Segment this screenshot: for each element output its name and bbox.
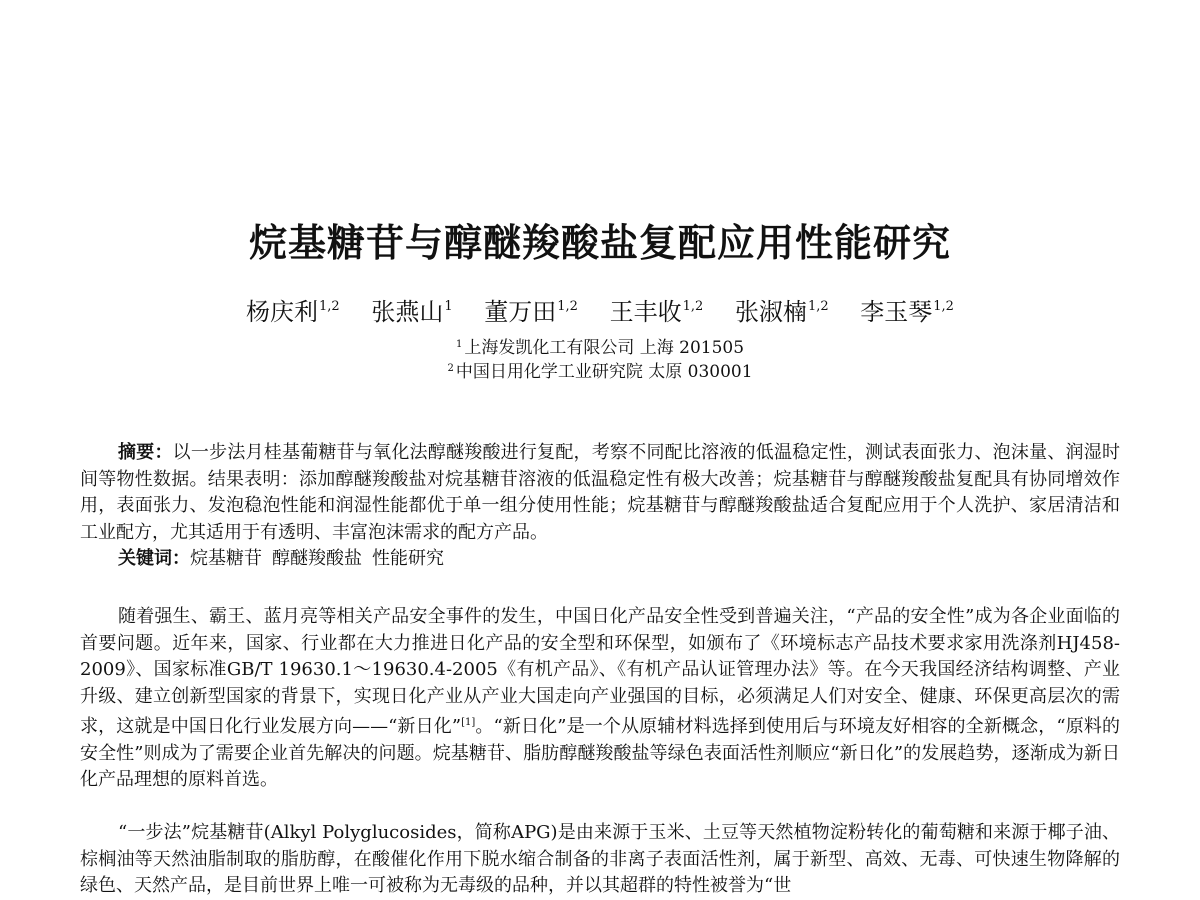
abstract-text: 以一步法月桂基葡糖苷与氧化法醇醚羧酸进行复配，考察不同配比溶液的低温稳定性，测试表面张力、泡沫量、润湿时间等物性数据。结果表明：添加醇醚羧酸盐对烷基糖苷溶液的低温稳定性有极大改善；烷基糖苷与醇醚羧酸盐复配具有协同增效作用，表面张力、发泡稳泡性能和润湿性能都优于单一组分使用性能；烷基糖苷与醇醚羧酸盐适合复配应用于个人洗护、家居清洁和工业配方，尤其适用于有透明、丰富泡沫需求的配方产品。 <box>80 442 1120 543</box>
author: 董万田$^{1,2}$ <box>484 298 578 326</box>
keywords-label: 关键词： <box>118 548 190 569</box>
author-affiliation-mark: 1,2 <box>933 299 954 314</box>
abstract <box>80 440 1120 546</box>
affiliation-1: $^1$ 上海发凯化工有限公司 上海 201505 <box>455 338 745 358</box>
paper-title: 烷基糖苷与醇醚羧酸盐复配应用性能研究 <box>248 221 951 265</box>
keywords <box>80 546 1120 573</box>
body-paragraph: 随着强生、霸王、蓝月亮等相关产品安全事件的发生，中国日化产品安全性受到普遍关注，“产品的安全性”成为各企业面临的首要问题。近年来，国家、行业都在大力推进日化产品的安全型和环保型，如颁布了《环境标志产品技术要求家用洗涤剂HJ458-2009》、国家标准GB/T 19630.1～19630.4-2005《有机产品》、《有机产品认证管理办法》等。在今天我国经济结构调整、产业升级、建立创新型国家的背景下，实现日化产业从产业大国走向产业强国的目标，必须满足人们对安全、健康、环保更高层次的需求，这就是中国日化行业发展方向——“新日化”[1]。“新日化”是一个从原辅材料选择到使用后与环境友好相容的全新概念，“原料的安全性”则成为了需要企业首先解决的问题。烷基糖苷、脂肪醇醚羧酸盐等绿色表面活性剂顺应“新日化”的发展趋势，逐渐成为新日化产品理想的原料首选。 <box>80 606 1120 790</box>
author-affiliation-mark: 1 <box>444 299 453 314</box>
keyword: 烷基糖苷 <box>190 548 262 569</box>
abstract-label: 摘要： <box>118 442 173 463</box>
author: 张燕山$^1$ <box>371 298 453 326</box>
author: 杨庆利$^{1,2}$ <box>246 298 340 326</box>
keyword: 性能研究 <box>372 548 444 569</box>
author: 李玉琴$^{1,2}$ <box>860 298 954 326</box>
citation-ref: [1] <box>461 717 476 728</box>
author: 张淑楠$^{1,2}$ <box>734 298 829 326</box>
author-affiliation-mark: 1,2 <box>807 299 829 314</box>
author: 王丰收$^{1,2}$ <box>609 298 704 326</box>
author-affiliation-mark: 1,2 <box>557 299 578 314</box>
affiliation-2: $^2$ 中国日用化学工业研究院 太原 030001 <box>447 362 753 382</box>
author-affiliation-mark: 1,2 <box>682 299 704 314</box>
author-affiliation-mark: 1,2 <box>319 299 340 314</box>
author-list <box>0 292 1200 327</box>
body-paragraph: “一步法”烷基糖苷(Alkyl Polyglucosides，简称APG)是由来源于玉米、土豆等天然植物淀粉转化的葡萄糖和来源于椰子油、棕榈油等天然油脂制取的脂肪醇，在酸催化作用下脱水缩合制备的非离子表面活性剂，属于新型、高效、无毒、可快速生物降解的绿色、天然产品，是目前世界上唯一可被称为无毒级的品种，并以其超群的特性被誉为“世 <box>80 822 1120 896</box>
keyword: 醇醚羧酸盐 <box>272 548 362 569</box>
